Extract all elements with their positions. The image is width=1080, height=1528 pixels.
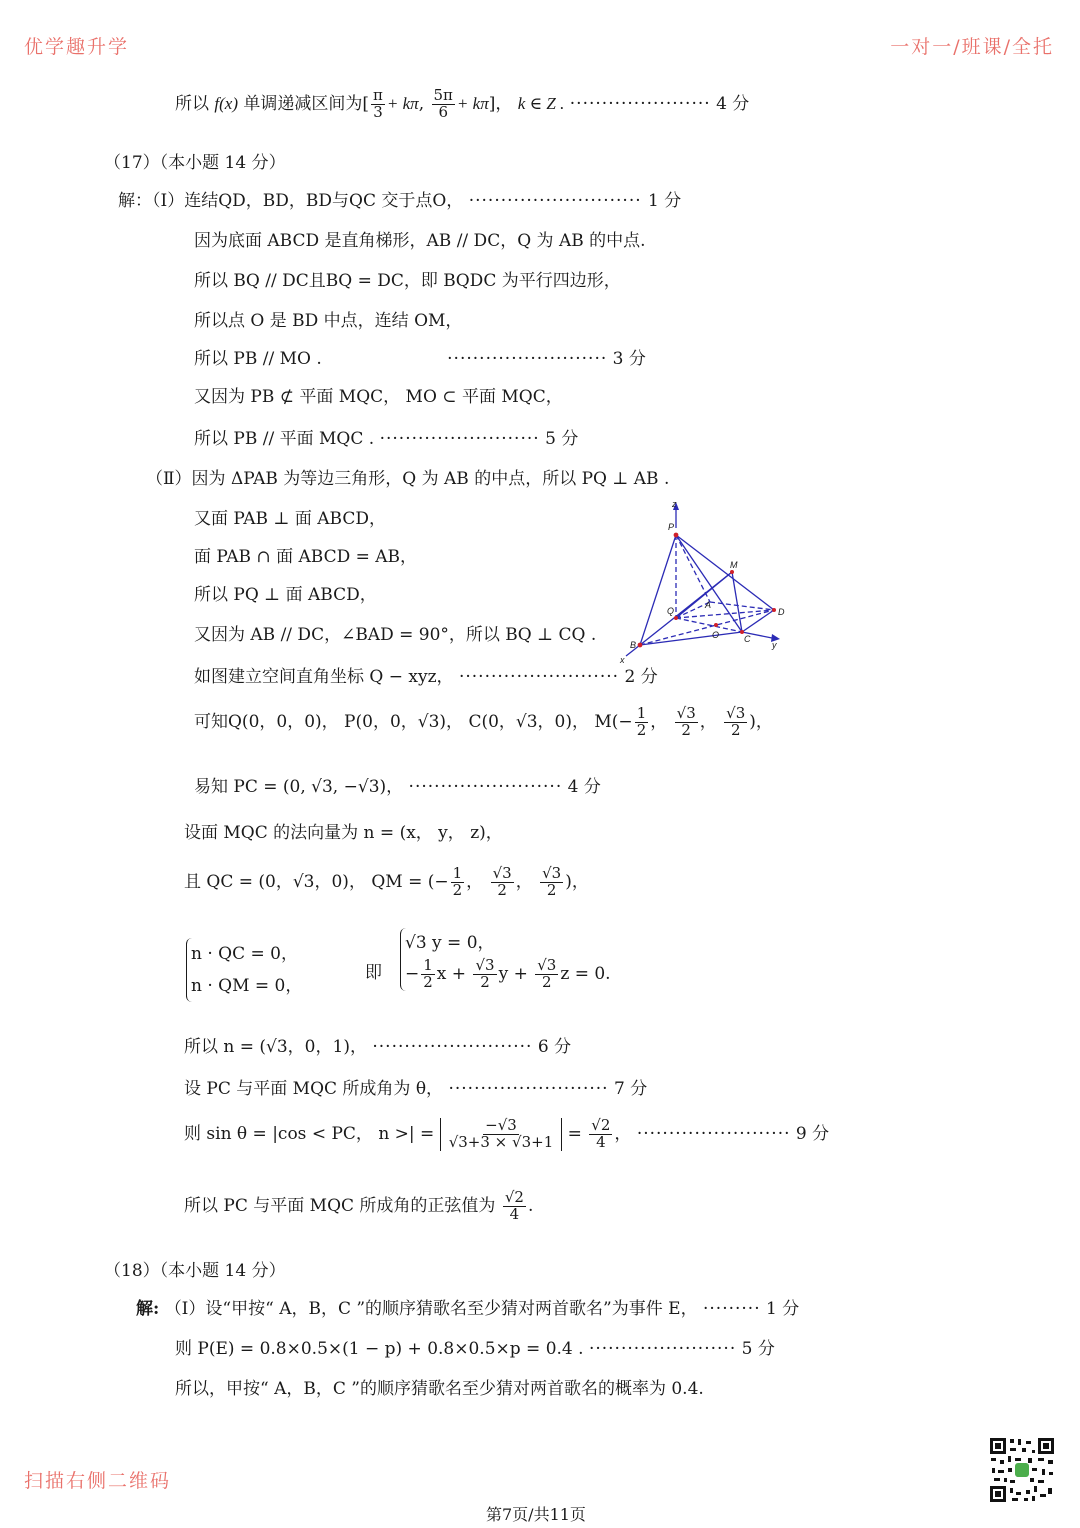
label-y: y bbox=[772, 640, 777, 650]
score: 2 分 bbox=[624, 667, 658, 687]
pyramid-figure bbox=[612, 498, 792, 668]
leader-dots: ························· bbox=[447, 349, 608, 369]
line-s9: 又面 PAB ⊥ 面 ABCD， bbox=[194, 509, 386, 529]
point-P bbox=[674, 533, 679, 538]
label-B: B bbox=[630, 640, 637, 650]
edge-PD bbox=[676, 535, 774, 610]
label-O: O bbox=[712, 630, 720, 640]
leader-dots: ························ bbox=[636, 1123, 791, 1144]
edge-BD bbox=[640, 610, 774, 645]
label-Q: Q bbox=[667, 606, 675, 616]
fraction: $\frac{√2}{4}$ bbox=[591, 1116, 611, 1151]
question-18-header: （18）（本小题 14 分） bbox=[104, 1261, 286, 1281]
fraction-big: $\frac{-√3}{√3+3 \times √3+1}$ bbox=[448, 1116, 554, 1151]
line-s4: 所以点 O 是 BD 中点，连结 OM， bbox=[194, 311, 463, 331]
line-s21: 则 sin θ = |cos < PC， n >| = $\frac{-√3}{√3+3 \times √3+1}$ = $\frac{√2}{4}$ ， ························ 9 分 bbox=[184, 1116, 830, 1151]
label-A: A bbox=[705, 600, 712, 610]
label-D: D bbox=[778, 607, 785, 617]
score: 3 分 bbox=[612, 349, 646, 369]
line-s16: 设面 MQC 的法向量为 n = (x， y， z)， bbox=[184, 823, 503, 843]
watermark-top-left: 优学趣升学 bbox=[24, 36, 130, 58]
leader-dots: ························· bbox=[448, 1079, 609, 1099]
line-s7: 所以 PB // 平面 MQC . ························· 5 分 bbox=[194, 429, 579, 449]
label-P: P bbox=[668, 522, 675, 532]
text: 单调递减区间为 bbox=[243, 93, 363, 114]
point-B bbox=[638, 643, 643, 648]
edge-BC bbox=[640, 632, 742, 645]
line-s11: 所以 PQ ⊥ 面 ABCD， bbox=[194, 585, 377, 605]
label-C: C bbox=[744, 634, 751, 644]
point-Q bbox=[674, 616, 678, 620]
edge-QC bbox=[676, 618, 742, 632]
fraction-5pi-over-6: $\frac{5\pi}{6}$ bbox=[433, 86, 453, 121]
equation-2: − $\frac{1}{2}$ x + $\frac{√3}{2}$ y + $\frac{√3}{2}$ z = 0. bbox=[405, 956, 611, 991]
leader-dots: ··························· bbox=[468, 191, 649, 211]
line-s14: 可知Q(0，0，0)， P(0，0，√3)， C(0，√3，0)， M(− $\frac{1}{2}$ ， $\frac{√3}{2}$ ， $\frac{√3}{2}$ )， bbox=[194, 704, 773, 739]
score: 4 分 bbox=[567, 777, 601, 797]
line-s19: 所以 n = (√3，0，1)， ························· 6 分 bbox=[184, 1037, 572, 1057]
line-s20: 设 PC 与平面 MQC 所成角为 θ， ························· 7 分 bbox=[184, 1079, 648, 1099]
fraction: $\frac{√3}{2}$ bbox=[492, 864, 512, 899]
equation: √3 y = 0， bbox=[405, 933, 495, 953]
math: + kπ bbox=[456, 93, 489, 113]
page-number: 第7页/共11页 bbox=[486, 1505, 586, 1524]
leader-dots: ········· bbox=[702, 1299, 761, 1319]
jie-label: 解: bbox=[136, 1299, 160, 1319]
fraction: $\frac{√3}{2}$ bbox=[542, 864, 562, 899]
equation: n · QM = 0， bbox=[191, 976, 303, 996]
system-right bbox=[400, 928, 611, 991]
line-t1: 解: （Ⅰ）设“甲按“ A，B，C ”的顺序猜歌名至少猜对两首歌名”为事件 E， ········· 1 分 bbox=[136, 1299, 800, 1319]
fraction: $\frac{√3}{2}$ bbox=[726, 704, 746, 739]
leader-dots: ······················ bbox=[569, 93, 711, 114]
line-t2: 则 P(E) = 0.8×0.5×(1 − p) + 0.8×0.5×p = 0.4 . ······················· 5 分 bbox=[175, 1339, 775, 1359]
line-s10: 面 PAB ∩ 面 ABCD = AB， bbox=[194, 547, 418, 567]
equation: n · QC = 0， bbox=[191, 944, 298, 964]
point-M bbox=[730, 570, 734, 574]
score: 6 分 bbox=[537, 1037, 572, 1057]
line-s17: 且 QC = (0，√3，0)， QM = (− $\frac{1}{2}$ ， $\frac{√3}{2}$ ， $\frac{√3}{2}$ )， bbox=[184, 864, 589, 899]
fraction: $\frac{√3}{2}$ bbox=[676, 704, 696, 739]
line-s12: 又因为 AB // DC，∠BAD = 90°，所以 BQ ⊥ CQ . bbox=[194, 625, 597, 645]
score: 7 分 bbox=[613, 1079, 648, 1099]
line-s8: （Ⅱ）因为 ΔPAB 为等边三角形，Q 为 AB 的中点，所以 PQ ⊥ AB . bbox=[146, 469, 670, 489]
qr-code[interactable] bbox=[988, 1436, 1056, 1504]
label-M: M bbox=[730, 560, 738, 570]
line-s5: 所以 PB // MO . ························· 3 分 bbox=[194, 349, 646, 369]
score: 4 分 bbox=[716, 93, 750, 114]
edge-PA bbox=[676, 535, 710, 602]
text: 所以 bbox=[175, 93, 209, 114]
leader-dots: ························· bbox=[379, 429, 540, 449]
fraction: $\frac{1}{2}$ bbox=[636, 704, 647, 739]
edge-MQ bbox=[676, 572, 732, 618]
line-t3: 所以，甲按“ A，B，C ”的顺序猜歌名至少猜对两首歌名的概率为 0.4. bbox=[175, 1379, 704, 1399]
score: 1 分 bbox=[648, 191, 682, 211]
score: 1 分 bbox=[766, 1299, 800, 1319]
edge-PB bbox=[640, 535, 676, 645]
edge-CD bbox=[742, 610, 774, 632]
math-fx: f(x) bbox=[214, 93, 238, 113]
leader-dots: ························· bbox=[458, 667, 620, 687]
watermark-top-right: 一对一/班课/全托 bbox=[890, 36, 1054, 58]
line-monotonic-interval: 所以 f(x) 单调递减区间为[ $\frac{\pi}{3}$ + kπ, $\frac{5\pi}{6}$ + kπ]， k ∈ Z . ······················ 4 分 bbox=[175, 86, 750, 121]
line-s2: 因为底面 ABCD 是直角梯形，AB // DC，Q 为 AB 的中点. bbox=[194, 231, 646, 251]
line-s13: 如图建立空间直角坐标 Q − xyz， ························· 2 分 bbox=[194, 667, 658, 687]
leader-dots: ······················· bbox=[588, 1339, 737, 1359]
fraction: $\frac{√2}{4}$ bbox=[504, 1188, 524, 1223]
score: 5 分 bbox=[545, 429, 579, 449]
line-s6: 又因为 PB ⊄ 平面 MQC， MO ⊂ 平面 MQC， bbox=[194, 387, 563, 407]
system-ji: 即 bbox=[365, 963, 382, 983]
leader-dots: ························ bbox=[408, 777, 563, 797]
line-s15: 易知 PC = (0, √3, −√3)， ························ 4 分 bbox=[194, 777, 601, 797]
score: 9 分 bbox=[795, 1123, 830, 1144]
math: + kπ bbox=[386, 93, 419, 113]
label-z: z bbox=[672, 499, 677, 509]
fraction: $\frac{1}{2}$ bbox=[452, 864, 463, 899]
system-left bbox=[186, 938, 302, 1002]
leader-dots: ························· bbox=[372, 1037, 533, 1057]
qr-logo bbox=[1015, 1463, 1029, 1477]
point-O bbox=[714, 623, 718, 627]
question-17-header: （17）（本小题 14 分） bbox=[104, 153, 286, 173]
line-s22: 所以 PC 与平面 MQC 所成角的正弦值为 $\frac{√2}{4}$ . bbox=[184, 1188, 534, 1223]
label-x: x bbox=[620, 655, 625, 665]
line-s1: 解：（Ⅰ）连结QD，BD，BD与QC 交于点O， ··························· 1 分 bbox=[118, 191, 682, 211]
math-k-in-z: k ∈ Z . bbox=[517, 93, 565, 113]
line-s3: 所以 BQ // DC且BQ = DC，即 BQDC 为平行四边形， bbox=[194, 271, 621, 291]
fraction-pi-over-3: $\frac{\pi}{3}$ bbox=[373, 86, 383, 121]
score: 5 分 bbox=[741, 1339, 775, 1359]
watermark-bottom-left: 扫描右侧二维码 bbox=[24, 1470, 172, 1492]
point-D bbox=[772, 608, 776, 612]
